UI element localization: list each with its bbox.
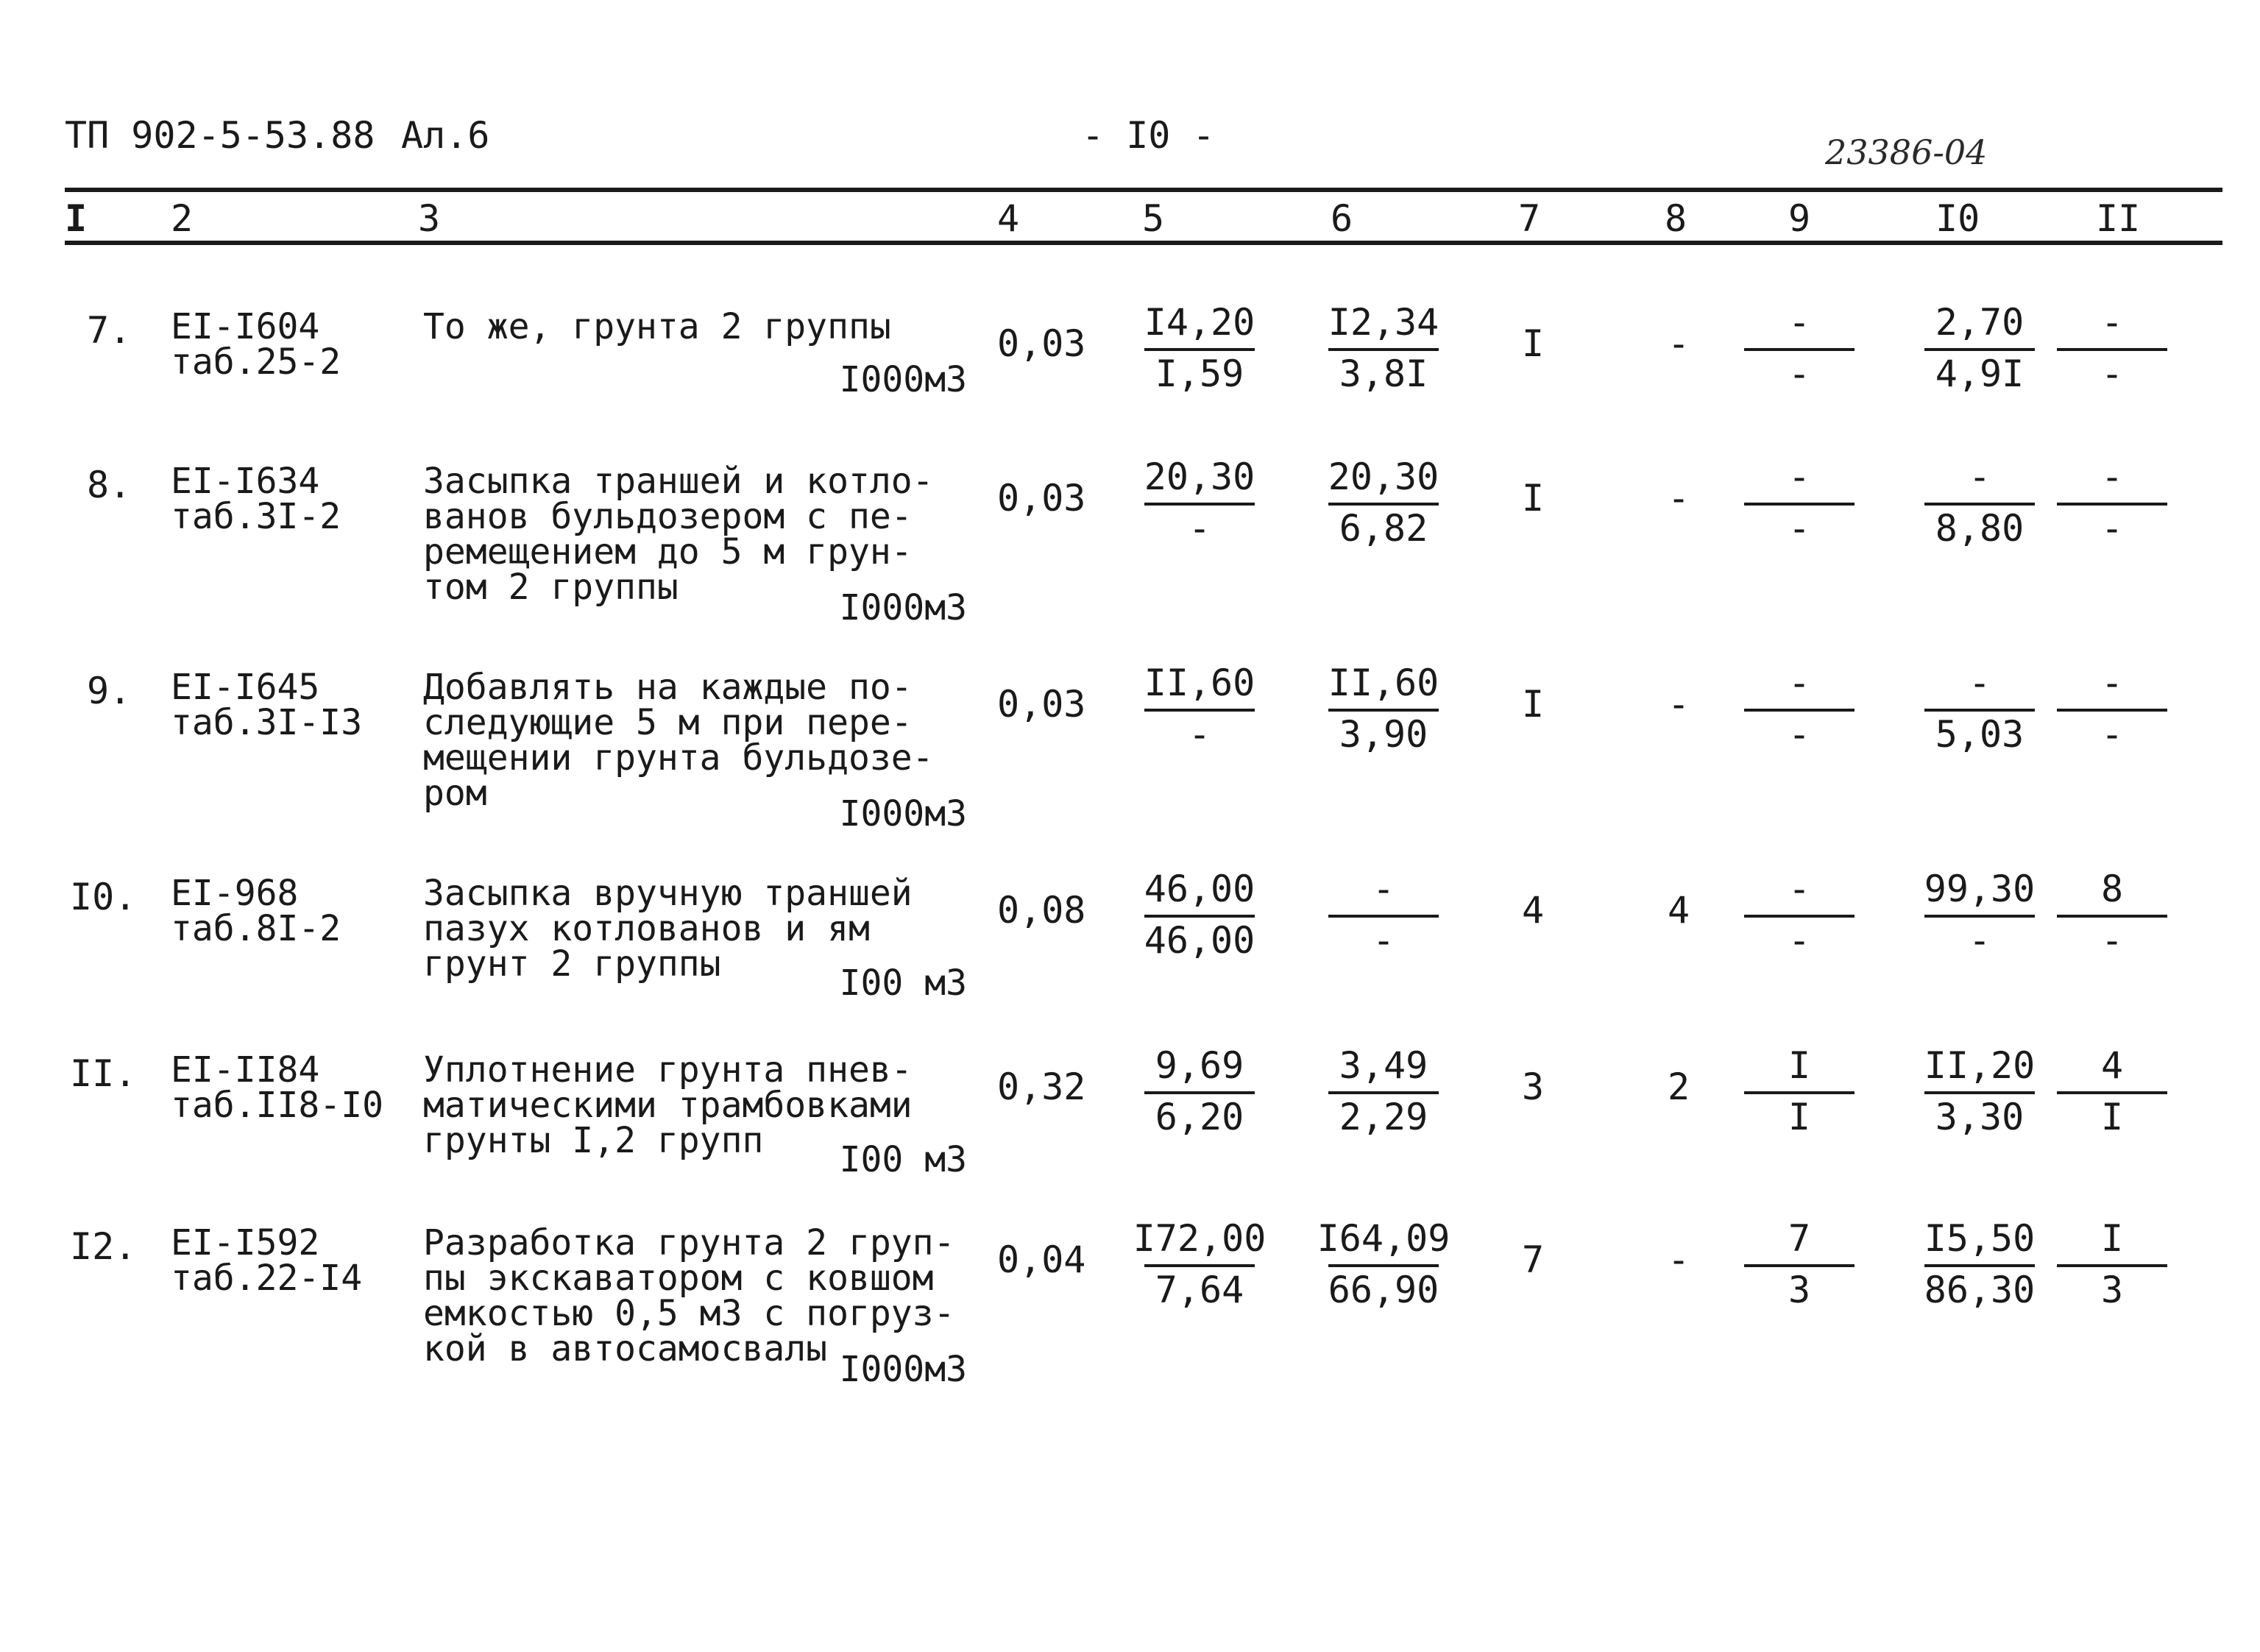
fraction-numerator: - <box>1968 455 1991 498</box>
rate-code <box>171 461 341 537</box>
column-10-value <box>1906 662 2053 765</box>
fraction-denominator: - <box>1372 919 1395 962</box>
fraction-numerator: 20,30 <box>1328 455 1439 498</box>
fraction-denominator: - <box>1788 352 1811 395</box>
work-description-line: пазух котлованов и ям <box>423 908 870 949</box>
quantity: 0,04 <box>997 1238 1086 1281</box>
column-8-value: - <box>1668 683 1690 726</box>
fraction-numerator: 4 <box>2100 1044 2124 1087</box>
handwritten-inventory-number: 23386-04 <box>1825 132 1988 172</box>
fraction-bar <box>2057 915 2167 918</box>
fraction-denominator: - <box>1788 919 1811 962</box>
column-number: II <box>2096 197 2141 240</box>
measure-unit: I000м3 <box>839 587 967 628</box>
column-7-value: 3 <box>1522 1066 1545 1108</box>
fraction-denominator: - <box>2100 507 2124 550</box>
fraction-bar <box>2057 709 2167 712</box>
work-description-line: следующие 5 м при пере- <box>423 702 913 743</box>
fraction-numerator: 8 <box>2100 868 2124 910</box>
column-8-value: - <box>1668 477 1690 520</box>
column-8-value: - <box>1668 322 1690 365</box>
rate-code-line: таб.II8-I0 <box>171 1085 383 1126</box>
fraction-denominator: - <box>1788 713 1811 756</box>
column-number: 3 <box>418 197 441 240</box>
fraction-bar <box>1924 1264 2035 1267</box>
fraction-numerator: I <box>2100 1217 2124 1260</box>
rate-code-line: таб.3I-2 <box>171 496 341 537</box>
column-number: 4 <box>997 197 1020 240</box>
fraction-denominator: - <box>1188 713 1211 756</box>
column-6-value <box>1310 1045 1457 1148</box>
fraction-numerator: I <box>1788 1044 1811 1087</box>
fraction-denominator: 66,90 <box>1328 1269 1439 1311</box>
column-8-value: - <box>1668 1238 1690 1281</box>
column-10-value <box>1906 1045 2053 1148</box>
column-10-value <box>1906 302 2053 405</box>
column-10-value <box>1906 1218 2053 1321</box>
row-number: 9. <box>87 670 132 712</box>
measure-unit: I00 м3 <box>839 963 967 1004</box>
fraction-denominator: 5,03 <box>1935 713 2025 756</box>
fraction-denominator: - <box>2100 713 2124 756</box>
fraction-bar <box>1744 915 1855 918</box>
work-description-line: Засыпка вручную траншей <box>423 873 913 914</box>
fraction-denominator: 46,00 <box>1144 919 1255 962</box>
column-5-value <box>1126 456 1273 559</box>
row-number: 8. <box>87 464 132 506</box>
fraction-bar <box>1144 348 1255 351</box>
column-6-value <box>1310 868 1457 971</box>
fraction-numerator: 2,70 <box>1935 301 2025 344</box>
column-6-value <box>1310 1218 1457 1321</box>
album-number: Ал.6 <box>401 114 490 157</box>
column-9-value <box>1726 302 1873 405</box>
rate-code-line: таб.25-2 <box>171 341 341 383</box>
rate-code <box>171 1222 363 1299</box>
fraction-numerator: - <box>1788 455 1811 498</box>
fraction-bar <box>1328 915 1439 918</box>
rate-code-line: EI-I645 <box>171 667 320 708</box>
work-description-line: грунты I,2 групп <box>423 1120 764 1161</box>
fraction-bar <box>1328 709 1439 712</box>
fraction-bar <box>1924 1091 2035 1094</box>
work-description-line: том 2 группы <box>423 567 679 608</box>
rate-code-line: EI-I604 <box>171 306 320 347</box>
column-11-value <box>2038 662 2186 765</box>
fraction-denominator: 86,30 <box>1924 1269 2036 1311</box>
column-number: 5 <box>1142 197 1165 240</box>
column-8-value: 2 <box>1668 1066 1690 1108</box>
table-top-rule <box>65 188 2222 192</box>
fraction-denominator: I <box>2100 1096 2124 1138</box>
fraction-numerator: 20,30 <box>1144 455 1255 498</box>
fraction-numerator: II,60 <box>1328 662 1439 704</box>
fraction-bar <box>1924 348 2035 351</box>
row-number: I2. <box>70 1225 137 1268</box>
work-description-line: То же, грунта 2 группы <box>423 306 891 347</box>
work-description <box>423 667 934 814</box>
column-7-value: I <box>1522 322 1545 365</box>
column-6-value <box>1310 456 1457 559</box>
column-7-value: 4 <box>1522 889 1545 932</box>
column-7-value: I <box>1522 683 1545 726</box>
rate-code <box>171 667 363 743</box>
fraction-bar <box>1328 503 1439 506</box>
column-9-value <box>1726 662 1873 765</box>
table-header-rule <box>65 241 2222 245</box>
column-number: I0 <box>1935 197 1980 240</box>
fraction-denominator: I <box>1788 1096 1811 1138</box>
fraction-denominator: - <box>2100 352 2124 395</box>
fraction-numerator: - <box>2100 662 2124 704</box>
fraction-denominator: - <box>1968 919 1991 962</box>
rate-code-line: таб.8I-2 <box>171 908 341 949</box>
work-description <box>423 1222 955 1369</box>
fraction-denominator: I,59 <box>1155 352 1244 395</box>
fraction-denominator: 6,20 <box>1155 1096 1244 1138</box>
column-5-value <box>1126 1218 1273 1321</box>
fraction-denominator: 3,30 <box>1935 1096 2025 1138</box>
fraction-bar <box>1924 503 2035 506</box>
fraction-bar <box>1924 915 2035 918</box>
fraction-numerator: I5,50 <box>1924 1217 2036 1260</box>
fraction-denominator: 8,80 <box>1935 507 2025 550</box>
work-description-line: пы экскаватором с ковшом <box>423 1258 934 1299</box>
fraction-numerator: - <box>1968 662 1991 704</box>
fraction-numerator: II,20 <box>1924 1044 2036 1087</box>
fraction-denominator: 3,8I <box>1339 352 1428 395</box>
measure-unit: I000м3 <box>839 1349 967 1390</box>
fraction-bar <box>1744 348 1855 351</box>
row-number: I0. <box>70 876 137 918</box>
rate-code <box>171 306 341 383</box>
fraction-denominator: 3 <box>2100 1269 2124 1311</box>
row-number: 7. <box>87 309 132 352</box>
column-number: 2 <box>171 197 194 240</box>
work-description <box>423 306 891 347</box>
fraction-bar <box>2057 348 2167 351</box>
fraction-denominator: 3,90 <box>1339 713 1428 756</box>
work-description-line: Разработка грунта 2 груп- <box>423 1222 955 1263</box>
fraction-numerator: - <box>1372 868 1395 910</box>
quantity: 0,32 <box>997 1066 1086 1108</box>
fraction-denominator: 2,29 <box>1339 1096 1428 1138</box>
column-5-value <box>1126 302 1273 405</box>
rate-code-line: таб.3I-I3 <box>171 702 363 743</box>
column-7-value: 7 <box>1522 1238 1545 1281</box>
document-code: ТП 902-5-53.88 <box>65 114 375 157</box>
column-number: 7 <box>1518 197 1541 240</box>
column-5-value <box>1126 1045 1273 1148</box>
work-description-line: ром <box>423 773 487 814</box>
column-10-value <box>1906 868 2053 971</box>
column-11-value <box>2038 456 2186 559</box>
quantity: 0,03 <box>997 477 1086 520</box>
rate-code-line: таб.22-I4 <box>171 1258 363 1299</box>
column-9-value <box>1726 1218 1873 1321</box>
fraction-bar <box>1744 1091 1855 1094</box>
column-9-value <box>1726 1045 1873 1148</box>
fraction-bar <box>1744 503 1855 506</box>
fraction-numerator: II,60 <box>1144 662 1255 704</box>
page-number: - I0 - <box>1082 114 1215 157</box>
fraction-denominator: - <box>1188 507 1211 550</box>
row-number: II. <box>70 1052 137 1095</box>
fraction-denominator: 7,64 <box>1155 1269 1244 1311</box>
measure-unit: I00 м3 <box>839 1139 967 1180</box>
column-number: 9 <box>1788 197 1811 240</box>
fraction-bar <box>1144 915 1255 918</box>
work-description-line: Уплотнение грунта пнев- <box>423 1049 913 1091</box>
work-description-line: ванов бульдозером с пе- <box>423 496 913 537</box>
work-description-line: ремещением до 5 м грун- <box>423 531 913 572</box>
work-description <box>423 461 934 608</box>
quantity: 0,03 <box>997 683 1086 726</box>
fraction-numerator: - <box>2100 301 2124 344</box>
column-6-value <box>1310 662 1457 765</box>
column-8-value: 4 <box>1668 889 1690 932</box>
fraction-denominator: 3 <box>1788 1269 1811 1311</box>
fraction-numerator: I4,20 <box>1144 301 1255 344</box>
fraction-numerator: 7 <box>1788 1217 1811 1260</box>
column-number: I <box>65 197 88 240</box>
rate-code-line: EI-II84 <box>171 1049 320 1091</box>
column-number: 8 <box>1665 197 1687 240</box>
measure-unit: I000м3 <box>839 359 967 400</box>
fraction-numerator: 3,49 <box>1339 1044 1428 1087</box>
work-description-line: матическими трамбовками <box>423 1085 913 1126</box>
fraction-bar <box>1144 1264 1255 1267</box>
column-7-value: I <box>1522 477 1545 520</box>
fraction-bar <box>1744 709 1855 712</box>
fraction-numerator: - <box>2100 455 2124 498</box>
column-11-value <box>2038 1218 2186 1321</box>
fraction-bar <box>1744 1264 1855 1267</box>
fraction-bar <box>1328 1091 1439 1094</box>
fraction-numerator: - <box>1788 662 1811 704</box>
fraction-denominator: 6,82 <box>1339 507 1428 550</box>
fraction-numerator: - <box>1788 868 1811 910</box>
measure-unit: I000м3 <box>839 793 967 834</box>
column-9-value <box>1726 868 1873 971</box>
column-11-value <box>2038 1045 2186 1148</box>
fraction-bar <box>1924 709 2035 712</box>
fraction-bar <box>1144 503 1255 506</box>
column-11-value <box>2038 868 2186 971</box>
fraction-denominator: - <box>1788 507 1811 550</box>
fraction-bar <box>1144 709 1255 712</box>
work-description-line: емкостью 0,5 м3 с погруз- <box>423 1293 955 1334</box>
quantity: 0,08 <box>997 889 1086 932</box>
fraction-numerator: I64,09 <box>1317 1217 1450 1260</box>
work-description-line: грунт 2 группы <box>423 943 721 985</box>
fraction-bar <box>2057 1091 2167 1094</box>
fraction-numerator: - <box>1788 301 1811 344</box>
rate-code-line: EI-I634 <box>171 461 320 502</box>
fraction-numerator: 9,69 <box>1155 1044 1244 1087</box>
column-10-value <box>1906 456 2053 559</box>
fraction-denominator: - <box>2100 919 2124 962</box>
fraction-bar <box>2057 503 2167 506</box>
column-9-value <box>1726 456 1873 559</box>
rate-code-line: EI-968 <box>171 873 299 914</box>
column-5-value <box>1126 662 1273 765</box>
column-number: 6 <box>1331 197 1353 240</box>
rate-code-line: EI-I592 <box>171 1222 320 1263</box>
fraction-denominator: 4,9I <box>1935 352 2025 395</box>
column-5-value <box>1126 868 1273 971</box>
work-description-line: мещении грунта бульдозе- <box>423 737 934 779</box>
column-11-value <box>2038 302 2186 405</box>
fraction-bar <box>1328 1264 1439 1267</box>
fraction-numerator: I2,34 <box>1328 301 1439 344</box>
fraction-bar <box>2057 1264 2167 1267</box>
column-6-value <box>1310 302 1457 405</box>
rate-code <box>171 873 341 949</box>
fraction-numerator: 99,30 <box>1924 868 2036 910</box>
quantity: 0,03 <box>997 322 1086 365</box>
fraction-numerator: 46,00 <box>1144 868 1255 910</box>
work-description-line: Засыпка траншей и котло- <box>423 461 934 502</box>
fraction-bar <box>1144 1091 1255 1094</box>
work-description-line: кой в автосамосвалы <box>423 1328 828 1369</box>
rate-code <box>171 1049 383 1126</box>
fraction-bar <box>1328 348 1439 351</box>
work-description-line: Добавлять на каждые по- <box>423 667 913 708</box>
fraction-numerator: I72,00 <box>1133 1217 1267 1260</box>
